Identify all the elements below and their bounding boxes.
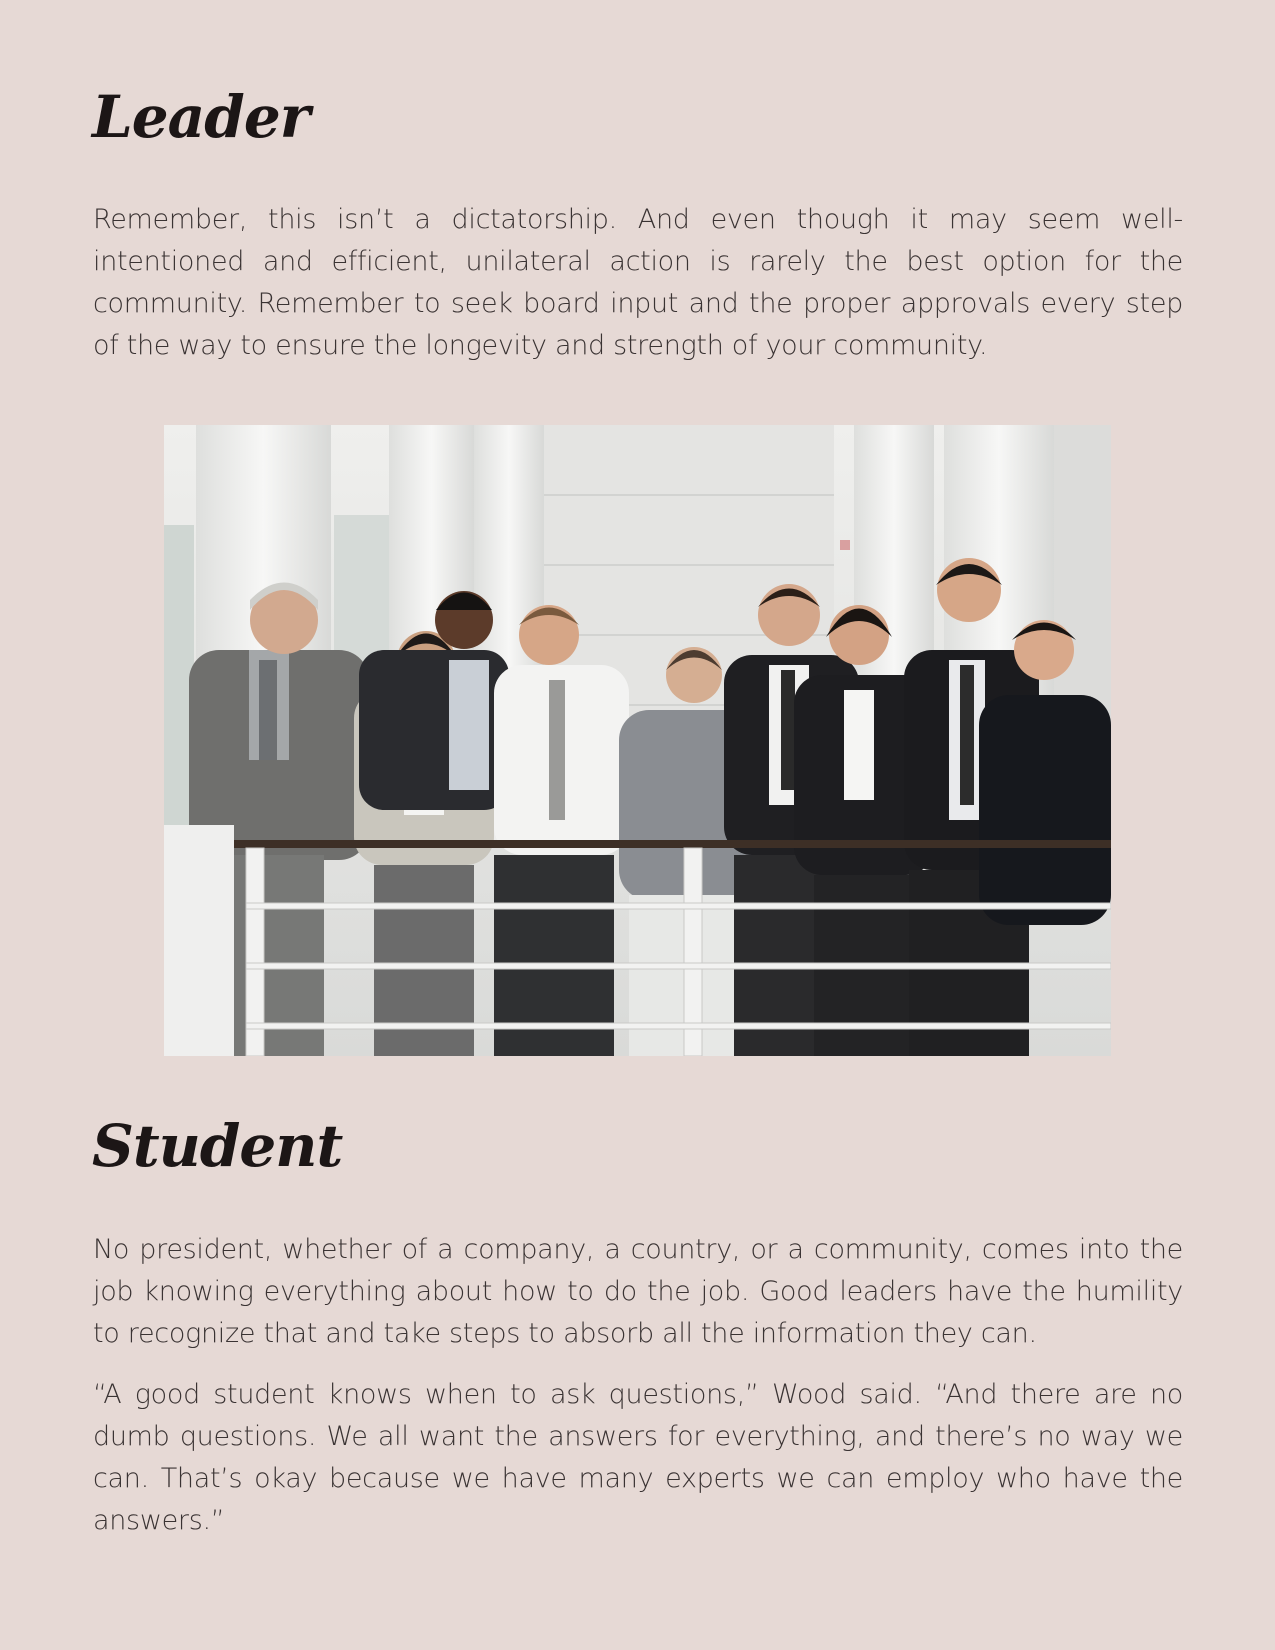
leader-paragraph: Remember, this isn’t a dictatorship. And even though it may seem well-intentioned and efficient, unilateral action is rarely the best option for the community. Remember to seek board input and the proper approvals every step of the way to ensure the longevity and strength of your community. (93, 204, 1183, 361)
student-heading: Student (92, 1112, 343, 1180)
team-photo (164, 425, 1111, 1056)
leader-heading: Leader (92, 83, 310, 151)
student-paragraph-1: No president, whether of a company, a country, or a community, comes into the job knowing everything about how to do the job. Good leaders have the humility to recognize that and take steps to absorb all the information they can. (93, 1234, 1183, 1349)
student-paragraph-2: “A good student knows when to ask questions,” Wood said. “And there are no dumb questions. We all want the answers for everything, and there’s no way we can. That’s okay because we have many experts we can employ who have the answers.” (93, 1379, 1183, 1536)
